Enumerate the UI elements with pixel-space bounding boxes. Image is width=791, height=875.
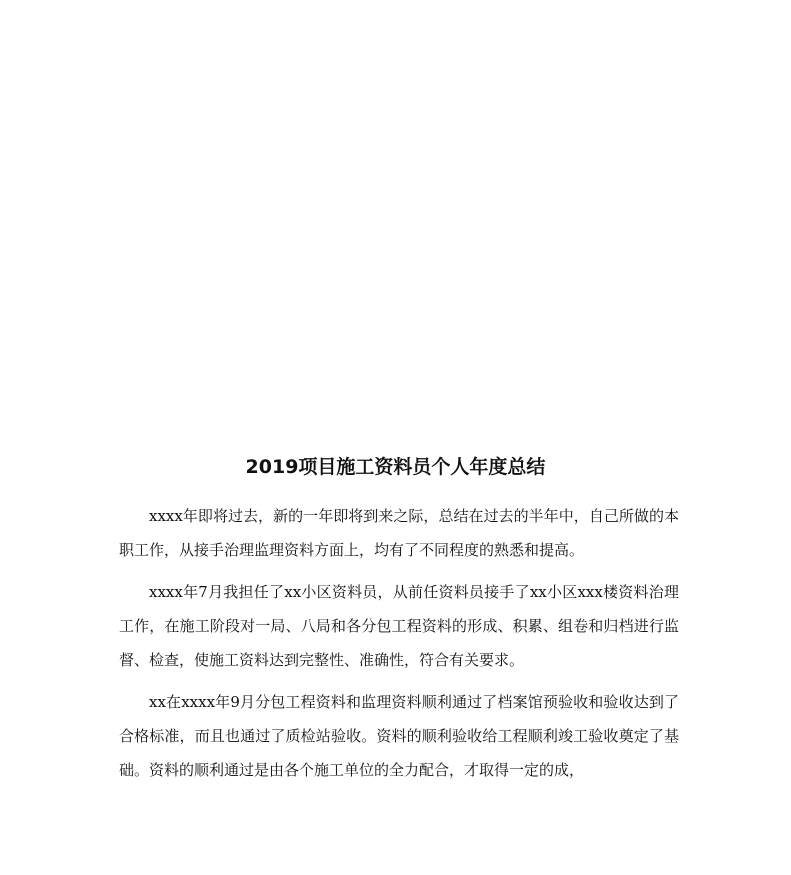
paragraph-1: xxxx年即将过去，新的一年即将到来之际，总结在过去的半年中，自己所做的本职工作，从接手治理监理资料方面上，均有了不同程度的熟悉和提高。 [119,507,679,559]
document-title: 2019项目施工资料员个人年度总结 [245,456,546,478]
paragraph-2: xxxx年7月我担任了xx小区资料员，从前任资料员接手了xx小区xxx楼资料治理工作，在施工阶段对一局、八局和各分包工程资料的形成、积累、组卷和归档进行监督、检查，使施工资料达到完整性、准确性，符合有关要求。 [119,583,679,669]
document-body [119,499,679,795]
paragraph-3: xx在xxxx年9月分包工程资料和监理资料顺利通过了档案馆预验收和验收达到了合格标准，而且也通过了质检站验收。资料的顺利验收给工程顺利竣工验收奠定了基础。资料的顺利通过是由各个施工单位的全力配合，才取得一定的成， [119,693,679,779]
